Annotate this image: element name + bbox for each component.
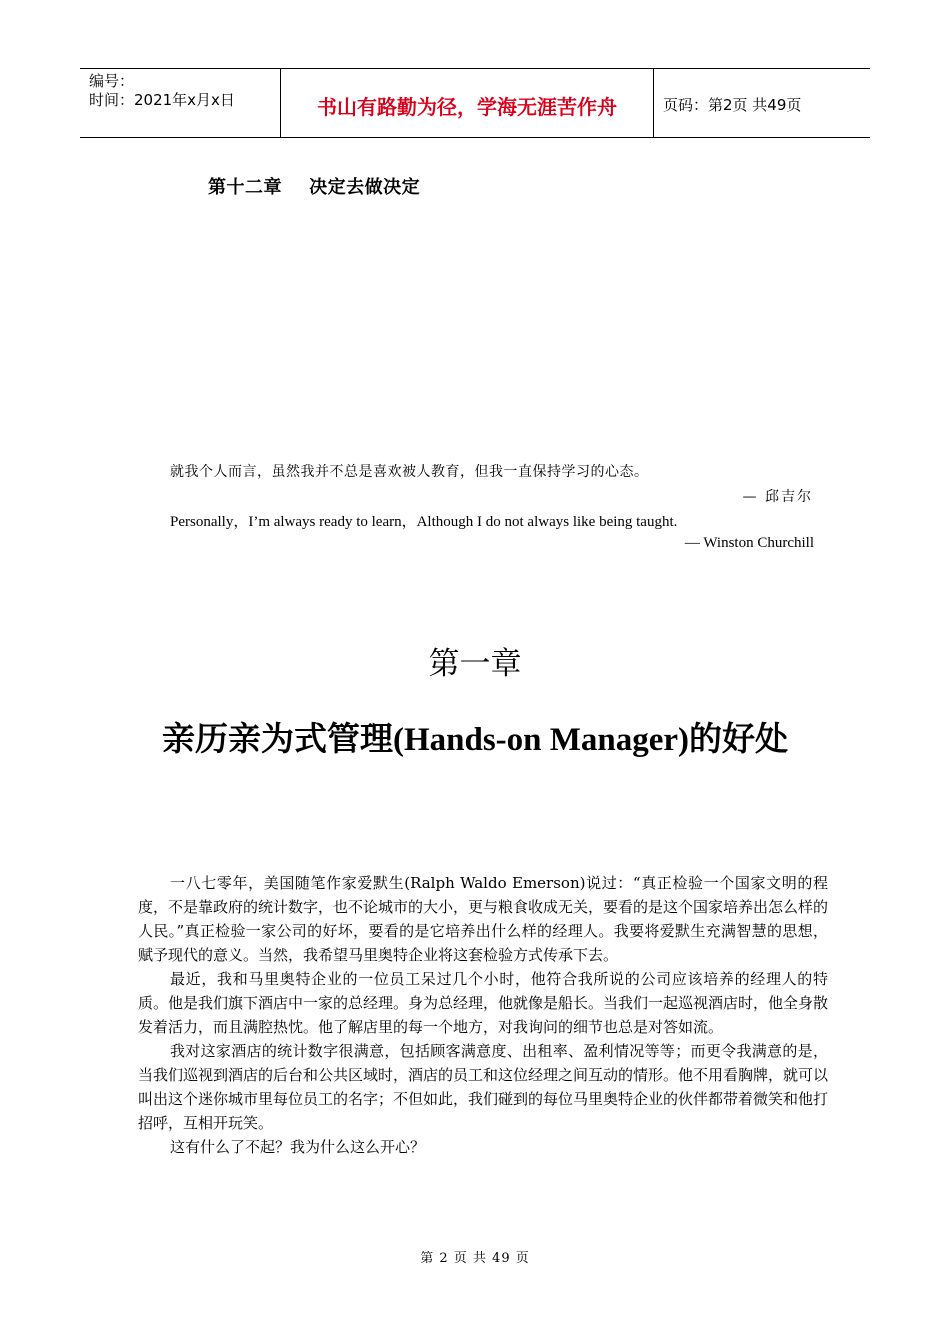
page-footer: 第 2 页 共 49 页 — [420, 1251, 530, 1266]
paragraph: 最近，我和马里奥特企业的一位员工呆过几个小时，他符合我所说的公司应该培养的经理人的特质。他是我们旗下酒店中一家的总经理。身为总经理，他就像是船长。当我们一起巡视酒店时，他全身散发着活力，而且满腔热忱。他了解店里的每一个地方，对我询问的细节也总是对答如流。 — [138, 970, 829, 1036]
quote-chinese: 就我个人而言，虽然我并不总是喜欢被人教育，但我一直保持学习的心态。 — [170, 464, 649, 480]
document-number-label: 编号： — [89, 72, 135, 90]
chapter-label: 第十二章 决定去做决定 — [208, 177, 421, 198]
header-table — [80, 68, 870, 138]
paragraph: 一八七零年，美国随笔作家爱默生(Ralph Waldo Emerson)说过：“真正检验一个国家文明的程度，不是靠政府的统计数字，也不论城市的大小，更与粮食收成无关，要看的是这个国家培养出怎么样的人民。”真正检验一家公司的好坏，要看的是它培养出什么样的经理人。我要将爱默生充满智慧的思想，赋予现代的意义。当然，我希望马里奥特企业将这套检验方式传承下去。 — [138, 874, 829, 964]
chapter-title: 第一章 — [428, 646, 522, 682]
quote-chinese-author: — 邱吉尔 — [742, 489, 813, 505]
chapter-subtitle: 亲历亲为式管理(Hands-on Manager)的好处 — [161, 722, 789, 758]
paragraph: 我对这家酒店的统计数字很满意，包括顾客满意度、出租率、盈利情况等等；而更令我满意的是，当我们巡视到酒店的后台和公共区域时，酒店的员工和这位经理之间互动的情形。他不用看胸牌，就可以叫出这个迷你城市里每位员工的名字；不但如此，我们碰到的每位马里奥特企业的伙伴都带着微笑和他打招呼，互相开玩笑。 — [138, 1042, 829, 1132]
body-text — [138, 871, 828, 1159]
header-page-info: 页码：第2页 共49页 — [663, 95, 802, 114]
quote-english: Personally，I’m always ready to learn，Although I do not always like being taught. — [170, 514, 678, 530]
quote-english-author: — Winston Churchill — [684, 535, 814, 551]
document-time-label: 时间：2021年x月x日 — [89, 91, 235, 109]
header-meta-cell — [80, 69, 281, 137]
header-motto: 书山有路勤为径，学海无涯苦作舟 — [281, 69, 654, 137]
paragraph: 这有什么了不起？我为什么这么开心？ — [170, 1138, 426, 1156]
